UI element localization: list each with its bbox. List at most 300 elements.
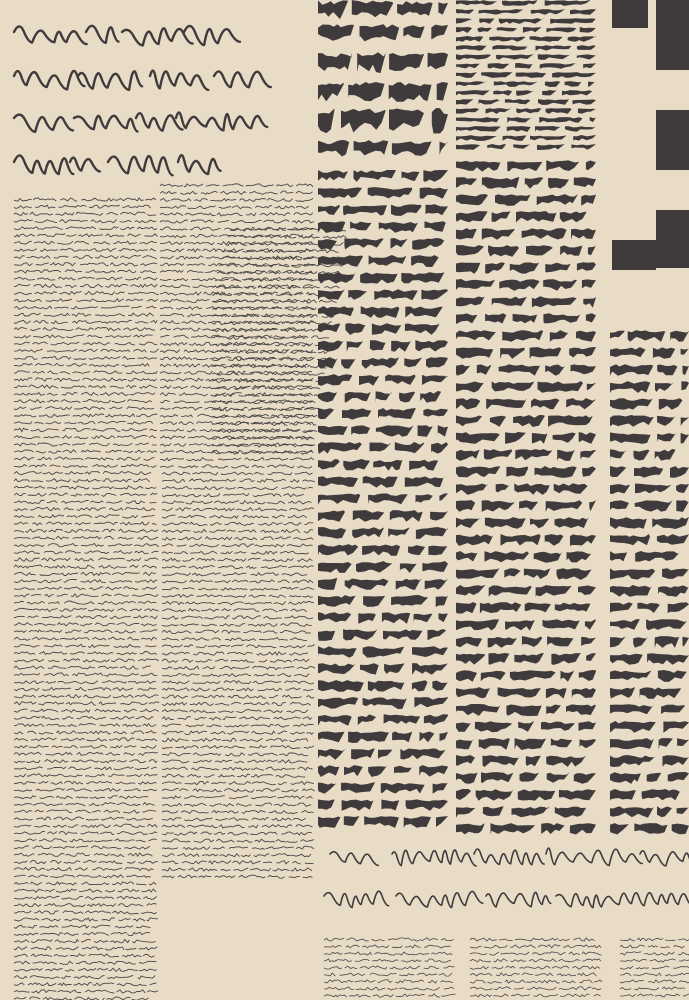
bottom-text-c-line-5 xyxy=(620,973,689,976)
middle-text-line-52 xyxy=(162,558,312,561)
col3-row-26-glyph-2 xyxy=(668,772,689,782)
col2-row-16-glyph-0 xyxy=(456,432,500,444)
left-text-line-48 xyxy=(14,543,159,546)
col1-row-36-glyph-3 xyxy=(433,782,448,793)
col2-row-15-glyph-0 xyxy=(456,416,482,427)
col1-row-8-glyph-1 xyxy=(361,306,400,318)
col1-row-15-glyph-2 xyxy=(376,425,414,436)
col2-top-8-glyph-1 xyxy=(481,72,512,78)
middle-text-line-84 xyxy=(162,789,315,792)
col1-row-14-glyph-3 xyxy=(423,409,448,417)
col2-row-20-glyph-1 xyxy=(482,500,515,512)
headline-word-1-0 xyxy=(14,71,84,89)
middle-text-line-54 xyxy=(162,573,307,576)
col3-row-22-glyph-1 xyxy=(661,705,685,715)
left-text-line-88 xyxy=(14,831,157,834)
middle-text-line-53 xyxy=(162,566,314,569)
left-text-line-10 xyxy=(14,270,156,273)
left-text-line-97 xyxy=(14,896,157,899)
col3-row-9-glyph-2 xyxy=(676,484,689,493)
headline-word-3-3 xyxy=(178,155,221,174)
col2-row-1-glyph-4 xyxy=(574,177,596,187)
col1-row-9-glyph-2 xyxy=(372,323,401,335)
bottom-text-a-line-0 xyxy=(324,938,454,941)
left-text-line-44 xyxy=(14,515,155,518)
col2-top-15-glyph-1 xyxy=(503,135,527,141)
col1-row-37-glyph-3 xyxy=(406,799,448,811)
col3-row-27-glyph-1 xyxy=(642,789,681,800)
col2-row-8-glyph-0 xyxy=(456,297,485,307)
col2-top-4-glyph-0 xyxy=(456,36,483,42)
col1-row-10-glyph-3 xyxy=(391,341,411,352)
left-text-line-64 xyxy=(14,659,159,662)
col2-row-15-glyph-2 xyxy=(513,415,545,427)
col2-row-33-glyph-1 xyxy=(475,721,513,732)
col2-row-30-glyph-2 xyxy=(510,670,556,680)
col1-row-26-glyph-4 xyxy=(439,613,449,622)
middle-text-line-3 xyxy=(160,206,309,209)
col2-row-28-glyph-2 xyxy=(522,636,543,647)
bottom-text-b-line-7 xyxy=(470,987,601,990)
col3-row-4-glyph-0 xyxy=(610,398,653,410)
left-text-line-103 xyxy=(14,939,156,942)
middle-text-line-65 xyxy=(162,652,308,655)
col2-top-1-glyph-3 xyxy=(570,9,596,15)
headline-word-2-1 xyxy=(74,116,138,132)
col1-row-25-glyph-1 xyxy=(363,596,385,607)
col3-row-5-glyph-0 xyxy=(610,415,654,427)
col2-row-24-glyph-3 xyxy=(557,568,592,580)
col3-row-28-glyph-0 xyxy=(610,806,654,817)
col1-row-29-glyph-0 xyxy=(318,663,356,674)
col2-top-9-glyph-0 xyxy=(456,81,487,86)
col2-row-13-glyph-0 xyxy=(456,382,484,393)
col2-top-2-glyph-1 xyxy=(479,18,494,23)
col2-row-4-glyph-0 xyxy=(456,228,477,239)
left-text-line-85 xyxy=(14,810,156,813)
col2-top-9-glyph-1 xyxy=(494,81,538,87)
col1-row-35-glyph-4 xyxy=(419,765,448,777)
left-text-line-96 xyxy=(14,889,156,892)
col2-row-36-glyph-3 xyxy=(547,772,570,783)
col2-row-26-glyph-0 xyxy=(456,602,477,614)
middle-text-line-59 xyxy=(162,609,307,612)
col2-row-28-glyph-0 xyxy=(456,637,482,648)
subheadline-word-8 xyxy=(556,893,689,908)
col2-row-14-glyph-1 xyxy=(486,398,527,409)
col3-row-11-glyph-0 xyxy=(610,517,647,529)
bottom-text-c-line-0 xyxy=(620,938,689,941)
col2-row-19-glyph-1 xyxy=(496,484,511,493)
col1-row-18-glyph-0 xyxy=(318,476,358,487)
col2-row-1-glyph-3 xyxy=(548,178,569,189)
col2-top-16-glyph-4 xyxy=(571,144,596,150)
left-text-line-56 xyxy=(14,601,156,604)
col2-row-31-glyph-0 xyxy=(456,687,490,698)
col2-row-24-glyph-2 xyxy=(524,568,551,579)
col2-top-11-glyph-1 xyxy=(479,99,500,104)
col3-row-29-glyph-1 xyxy=(634,823,667,834)
col2-row-16-glyph-3 xyxy=(553,433,576,443)
left-text-line-40 xyxy=(14,486,156,489)
col2-row-11-glyph-3 xyxy=(569,347,596,358)
col2-row-28-glyph-1 xyxy=(488,637,517,648)
middle-text-line-82 xyxy=(162,774,305,777)
col2-row-6-glyph-0 xyxy=(456,263,480,274)
left-text-line-1 xyxy=(14,205,151,208)
col2-top-7-glyph-3 xyxy=(540,63,576,69)
col3-row-20-glyph-0 xyxy=(610,670,652,680)
col2-row-15-glyph-3 xyxy=(548,415,593,427)
col2-row-39-glyph-2 xyxy=(541,823,565,834)
left-text-line-101 xyxy=(14,925,151,928)
block-glyph-column-1 xyxy=(318,0,448,828)
col2-row-33-glyph-3 xyxy=(541,722,575,731)
left-text-line-74 xyxy=(14,731,156,734)
left-text-line-14 xyxy=(14,299,158,302)
col2-top-11-glyph-3 xyxy=(538,99,569,105)
left-text-line-109 xyxy=(14,983,156,986)
col1-row-34-glyph-3 xyxy=(400,749,445,760)
col2-row-24-glyph-1 xyxy=(504,568,521,577)
middle-text-line-41 xyxy=(162,479,315,482)
bottom-text-c-line-7 xyxy=(620,987,685,990)
col3-row-2-glyph-0 xyxy=(610,364,653,376)
col1-row-24-glyph-3 xyxy=(425,579,448,590)
col1-row-22-glyph-2 xyxy=(408,545,425,555)
col3-row-5-glyph-1 xyxy=(657,416,676,426)
middle-text-line-57 xyxy=(162,594,313,597)
col3-row-6-glyph-0 xyxy=(610,432,651,444)
col1-row-10-glyph-2 xyxy=(370,340,386,350)
block-glyph-column-2 xyxy=(456,0,596,835)
col2-top-0-glyph-2 xyxy=(545,0,591,6)
left-text-line-87 xyxy=(14,824,157,827)
left-text-line-39 xyxy=(14,479,150,482)
subheadline-word-2 xyxy=(474,849,544,865)
col3-big-0 xyxy=(612,0,648,28)
col1-row-30-glyph-3 xyxy=(432,681,448,691)
col1-row-13-glyph-0 xyxy=(318,392,337,403)
col2-row-21-glyph-1 xyxy=(485,517,526,529)
middle-text-line-78 xyxy=(162,745,314,748)
col1-row-11-glyph-3 xyxy=(404,358,422,368)
middle-text-line-77 xyxy=(162,738,308,741)
col2-top-4-glyph-2 xyxy=(530,36,563,42)
col1-row-12-glyph-3 xyxy=(422,375,448,386)
col2-top-13-glyph-2 xyxy=(539,117,582,123)
col2-top-9-glyph-2 xyxy=(545,81,560,87)
col3-row-14-glyph-0 xyxy=(610,568,655,579)
left-text-line-0 xyxy=(14,198,156,201)
col3-row-11-glyph-1 xyxy=(652,517,689,529)
middle-text-line-47 xyxy=(162,522,313,525)
col2-top-10-glyph-4 xyxy=(562,90,592,95)
headline-word-0-0 xyxy=(14,26,87,44)
col2-row-21-glyph-3 xyxy=(555,517,589,528)
col3-row-18-glyph-0 xyxy=(610,637,626,648)
middle-text-line-56 xyxy=(162,587,314,590)
col3-row-18-glyph-2 xyxy=(655,636,680,648)
col1-row-13-glyph-3 xyxy=(399,392,415,403)
bottom-text-c-line-6 xyxy=(620,980,689,983)
col1-row-31-glyph-1 xyxy=(363,697,407,709)
col3-row-3-glyph-1 xyxy=(655,382,674,392)
col2-row-12-glyph-1 xyxy=(477,364,491,374)
col2-top-5-glyph-1 xyxy=(492,45,528,50)
bottom-text-c-line-2 xyxy=(620,952,689,955)
col2-row-34-glyph-0 xyxy=(456,739,473,749)
left-text-line-65 xyxy=(14,666,151,669)
left-text-line-23 xyxy=(14,363,149,366)
col3-row-2-glyph-1 xyxy=(657,365,677,376)
middle-text-line-39 xyxy=(160,465,312,468)
col2-top-14-glyph-2 xyxy=(535,126,560,132)
left-text-line-51 xyxy=(14,565,157,568)
col2-top-2-glyph-0 xyxy=(456,18,472,23)
col2-top-6-glyph-1 xyxy=(496,54,534,60)
bottom-text-columns xyxy=(324,938,689,997)
subheadline-word-0 xyxy=(330,852,378,866)
col1-row-8-glyph-2 xyxy=(405,307,443,318)
col2-top-5-glyph-0 xyxy=(456,45,487,51)
col1-row-1-glyph-2 xyxy=(420,188,448,199)
col3-row-13-glyph-0 xyxy=(610,551,627,561)
col2-top-13-glyph-0 xyxy=(456,117,500,122)
left-text-line-20 xyxy=(14,342,157,345)
col1-row-23-glyph-2 xyxy=(400,563,417,573)
col2-row-0-glyph-1 xyxy=(507,161,542,171)
col3-row-12-glyph-1 xyxy=(657,534,689,545)
left-text-line-93 xyxy=(14,867,154,870)
col2-row-13-glyph-1 xyxy=(492,381,535,391)
middle-text-line-64 xyxy=(162,645,315,648)
col1-row-8-glyph-0 xyxy=(318,306,354,318)
col2-row-20-glyph-3 xyxy=(546,500,583,512)
col3-row-3-glyph-0 xyxy=(610,381,650,393)
col1-row-32-glyph-2 xyxy=(384,714,421,724)
left-text-line-105 xyxy=(14,954,154,957)
col1-row-33-glyph-1 xyxy=(348,731,389,743)
middle-text-line-45 xyxy=(162,508,314,511)
headline-word-1-2 xyxy=(150,71,208,90)
col1-row-14-glyph-2 xyxy=(378,408,416,419)
col2-row-34-glyph-1 xyxy=(479,738,510,750)
col1-row-38-glyph-2 xyxy=(364,816,399,828)
block-glyph-column-3 xyxy=(610,0,689,835)
middle-text-line-68 xyxy=(162,674,309,677)
left-text-line-21 xyxy=(14,349,159,352)
middle-text-line-44 xyxy=(162,501,311,504)
col1-row-29-glyph-2 xyxy=(384,663,405,674)
col2-row-2-glyph-1 xyxy=(495,194,530,206)
left-text-line-50 xyxy=(14,558,158,561)
middle-text-line-60 xyxy=(162,616,313,619)
col1-row-30-glyph-2 xyxy=(412,680,428,691)
middle-text-line-63 xyxy=(162,638,307,641)
left-text-line-62 xyxy=(14,644,156,647)
col1-row-24-glyph-0 xyxy=(318,578,337,590)
middle-text-line-50 xyxy=(162,544,313,547)
headline-word-0-2 xyxy=(122,28,193,45)
col2-row-0-glyph-2 xyxy=(546,160,579,171)
left-text-line-110 xyxy=(14,990,158,993)
col2-row-36-glyph-0 xyxy=(456,773,478,784)
col1-row-33-glyph-0 xyxy=(318,732,345,743)
left-text-line-66 xyxy=(14,673,157,676)
col3-row-26-glyph-1 xyxy=(647,773,662,782)
col2-row-25-glyph-1 xyxy=(489,585,532,596)
col1-top-0-glyph-1 xyxy=(352,0,393,17)
col2-top-1-glyph-1 xyxy=(479,9,524,15)
bottom-text-a-line-4 xyxy=(324,966,454,969)
col2-row-31-glyph-1 xyxy=(498,687,542,697)
col1-row-13-glyph-1 xyxy=(345,392,371,403)
col2-row-37-glyph-1 xyxy=(476,789,514,801)
left-text-line-52 xyxy=(14,572,156,575)
col1-row-10-glyph-0 xyxy=(318,340,344,351)
left-text-line-107 xyxy=(14,968,157,971)
col2-row-14-glyph-0 xyxy=(456,398,480,409)
col1-top-3-glyph-3 xyxy=(437,82,448,101)
col1-row-24-glyph-1 xyxy=(345,579,389,590)
col1-row-4-glyph-2 xyxy=(391,238,408,249)
col1-row-32-glyph-1 xyxy=(358,714,376,725)
col1-row-22-glyph-1 xyxy=(362,545,400,556)
col2-row-22-glyph-3 xyxy=(570,534,596,546)
col2-row-4-glyph-3 xyxy=(571,228,596,240)
col1-row-16-glyph-3 xyxy=(431,442,448,454)
middle-text-line-83 xyxy=(162,781,314,784)
col1-row-20-glyph-0 xyxy=(318,510,345,521)
col1-row-10-glyph-1 xyxy=(347,341,363,351)
col2-row-13-glyph-2 xyxy=(538,381,584,393)
col1-row-2-glyph-1 xyxy=(343,205,387,215)
col2-row-0-glyph-0 xyxy=(456,161,501,172)
middle-text-line-11 xyxy=(160,263,315,266)
left-text-line-77 xyxy=(14,752,158,755)
col1-row-7-glyph-3 xyxy=(421,289,448,300)
col2-row-1-glyph-1 xyxy=(482,177,520,189)
col1-row-26-glyph-0 xyxy=(318,612,351,622)
col1-row-15-glyph-4 xyxy=(438,425,448,436)
col2-top-5-glyph-2 xyxy=(536,45,573,51)
left-text-line-81 xyxy=(14,781,157,784)
col3-row-14-glyph-1 xyxy=(662,568,689,579)
middle-text-line-0 xyxy=(160,184,313,187)
col1-row-19-glyph-2 xyxy=(416,494,434,502)
left-text-line-27 xyxy=(14,392,155,395)
col3-row-15-glyph-1 xyxy=(658,585,689,596)
left-text-line-36 xyxy=(14,457,154,460)
bottom-text-a-line-8 xyxy=(324,994,455,997)
bottom-text-a-line-5 xyxy=(324,973,452,976)
col1-row-5-glyph-1 xyxy=(369,255,407,266)
middle-text-line-61 xyxy=(162,623,312,626)
left-text-line-104 xyxy=(14,947,157,950)
col2-row-8-glyph-2 xyxy=(532,296,577,307)
col1-row-16-glyph-2 xyxy=(395,442,424,453)
col1-top-2-glyph-1 xyxy=(357,52,386,73)
col1-top-3-glyph-1 xyxy=(348,82,384,101)
col1-row-12-glyph-1 xyxy=(359,375,379,386)
col2-row-37-glyph-3 xyxy=(559,789,596,800)
col3-row-27-glyph-0 xyxy=(610,789,636,801)
col1-row-27-glyph-0 xyxy=(318,631,335,641)
col2-row-11-glyph-2 xyxy=(530,347,562,359)
col2-row-4-glyph-2 xyxy=(522,228,567,239)
col1-row-24-glyph-2 xyxy=(396,578,422,590)
left-text-line-54 xyxy=(14,587,157,590)
pseudo-headline-block xyxy=(14,26,271,176)
col2-row-27-glyph-3 xyxy=(585,619,596,629)
headline-word-0-3 xyxy=(184,26,240,45)
col1-row-7-glyph-2 xyxy=(374,289,418,300)
col2-top-10-glyph-2 xyxy=(516,90,534,96)
col2-row-13-glyph-3 xyxy=(587,383,596,391)
middle-text-line-76 xyxy=(162,731,313,734)
left-text-line-17 xyxy=(14,320,157,323)
col2-row-1-glyph-0 xyxy=(456,177,477,188)
col3-big-3 xyxy=(656,210,689,268)
col2-row-17-glyph-3 xyxy=(557,450,575,461)
col2-row-4-glyph-1 xyxy=(482,228,515,239)
col1-row-15-glyph-0 xyxy=(318,426,348,435)
col1-row-14-glyph-0 xyxy=(318,408,334,419)
headline-word-3-0 xyxy=(14,155,73,174)
col2-row-17-glyph-4 xyxy=(580,450,596,460)
bottom-text-b-line-6 xyxy=(470,980,602,983)
col2-top-7-glyph-1 xyxy=(488,63,510,69)
col1-row-23-glyph-0 xyxy=(318,562,352,573)
col2-row-1-glyph-2 xyxy=(525,177,544,189)
col2-top-12-glyph-2 xyxy=(516,108,541,113)
left-text-line-29 xyxy=(14,407,154,410)
col2-row-17-glyph-1 xyxy=(484,449,512,459)
col2-row-3-glyph-3 xyxy=(560,212,587,223)
col3-row-16-glyph-1 xyxy=(637,603,659,614)
col1-row-37-glyph-0 xyxy=(318,800,335,810)
col1-row-6-glyph-1 xyxy=(360,272,398,283)
col2-row-35-glyph-2 xyxy=(526,756,541,767)
col2-row-30-glyph-4 xyxy=(579,670,596,681)
col2-row-12-glyph-2 xyxy=(499,364,541,375)
col1-row-7-glyph-0 xyxy=(318,289,345,300)
left-text-line-78 xyxy=(14,760,157,763)
col3-row-23-glyph-0 xyxy=(610,721,656,733)
headline-word-3-1 xyxy=(70,158,100,172)
col2-top-12-glyph-1 xyxy=(486,108,512,114)
col2-row-32-glyph-3 xyxy=(566,704,596,715)
middle-text-line-26 xyxy=(160,371,312,374)
middle-text-wedge-line-26 xyxy=(212,415,317,418)
col3-row-28-glyph-1 xyxy=(657,806,672,817)
col2-row-8-glyph-3 xyxy=(583,297,596,308)
middle-text-line-48 xyxy=(162,529,313,532)
left-text-line-25 xyxy=(14,378,157,381)
bottom-text-b-line-0 xyxy=(470,938,595,941)
middle-text-line-87 xyxy=(162,810,314,813)
col1-row-35-glyph-1 xyxy=(344,765,363,776)
middle-text-line-46 xyxy=(162,515,307,518)
middle-text-line-43 xyxy=(162,493,304,496)
col2-top-6-glyph-2 xyxy=(538,54,570,60)
col2-row-26-glyph-2 xyxy=(525,603,551,613)
left-text-line-68 xyxy=(14,687,156,690)
col2-top-8-glyph-3 xyxy=(552,72,596,78)
col2-row-31-glyph-2 xyxy=(546,688,567,699)
left-text-line-71 xyxy=(14,709,159,712)
